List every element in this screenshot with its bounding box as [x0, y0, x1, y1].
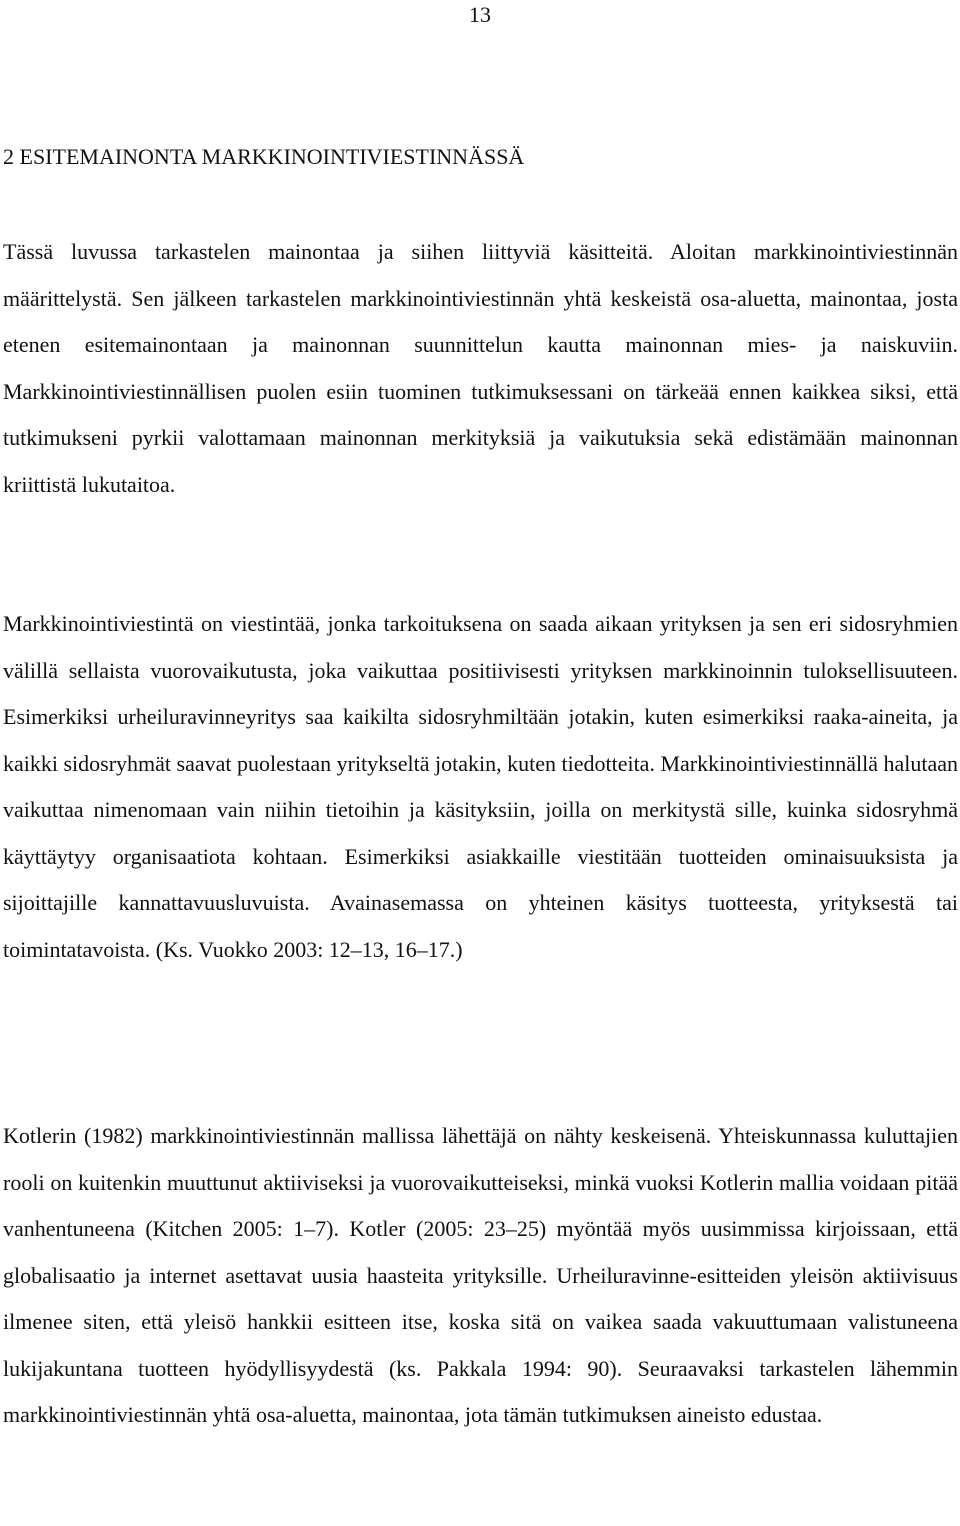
paragraph-3: Kotlerin (1982) markkinointiviestinnän mallissa lähettäjä on nähty keskeisenä. Yhteiskunnassa kuluttajien rooli on kuitenkin muuttunut aktiiviseksi ja vuorovaikutteiseksi, minkä vuoksi Kotlerin mallia voidaan pitää vanhentuneena (Kitchen 2005: 1–7). Kotler (2005: 23–25) myöntää myös uusimmissa kirjoissaan, että globalisaatio ja internet asettavat uusia haasteita yrityksille. Urheiluravinne-esitteiden yleisön aktiivisuus ilmenee siten, että yleisö hankkii esitteen itse, koska sitä on vaikea saada vakuuttumaan valistuneena lukijakuntana tuotteen hyödyllisyydestä (ks. Pakkala 1994: 90). Seuraavaksi tarkastelen lähemmin markkinointiviestinnän yhtä osa-aluetta, mainontaa, jota tämän tutkimuksen aineisto edustaa.	[3, 1123, 958, 1427]
paragraph-1: Tässä luvussa tarkastelen mainontaa ja siihen liittyviä käsitteitä. Aloitan markkinointiviestinnän määrittelystä. Sen jälkeen tarkastelen markkinointiviestinnän yhtä keskeistä osa-aluetta, mainontaa, josta etenen esitemainontaan ja mainonnan suunnittelun kautta mainonnan mies- ja naiskuviin. Markkinointiviestinnällisen puolen esiin tuominen tutkimuksessani on tärkeää ennen kaikkea siksi, että tutkimukseni pyrkii valottamaan mainonnan merkityksiä ja vaikutuksia sekä edistämään mainonnan kriittistä lukutaitoa.	[3, 239, 958, 497]
page-number: 13	[469, 2, 491, 27]
paragraph-2: Markkinointiviestintä on viestintää, jonka tarkoituksena on saada aikaan yrityksen ja sen eri sidosryhmien välillä sellaista vuorovaikutusta, joka vaikuttaa positiivisesti yrityksen markkinoinnin tuloksellisuuteen. Esimerkiksi urheiluravinneyritys saa kaikilta sidosryhmiltään jotakin, kuten esimerkiksi raaka-aineita, ja kaikki sidosryhmät saavat puolestaan yritykseltä jotakin, kuten tiedotteita. Markkinointiviestinnällä halutaan vaikuttaa nimenomaan vain niihin tietoihin ja käsityksiin, joilla on merkitystä sille, kuinka sidosryhmä käyttäytyy organisaatiota kohtaan. Esimerkiksi asiakkaille viestitään tuotteiden ominaisuuksista ja sijoittajille kannattavuusluvuista. Avainasemassa on yhteinen käsitys tuotteesta, yrityksestä tai toimintatavoista. (Ks. Vuokko 2003: 12–13, 16–17.)	[3, 611, 958, 962]
chapter-heading: 2 ESITEMAINONTA MARKKINOINTIVIESTINNÄSSÄ	[3, 144, 525, 169]
